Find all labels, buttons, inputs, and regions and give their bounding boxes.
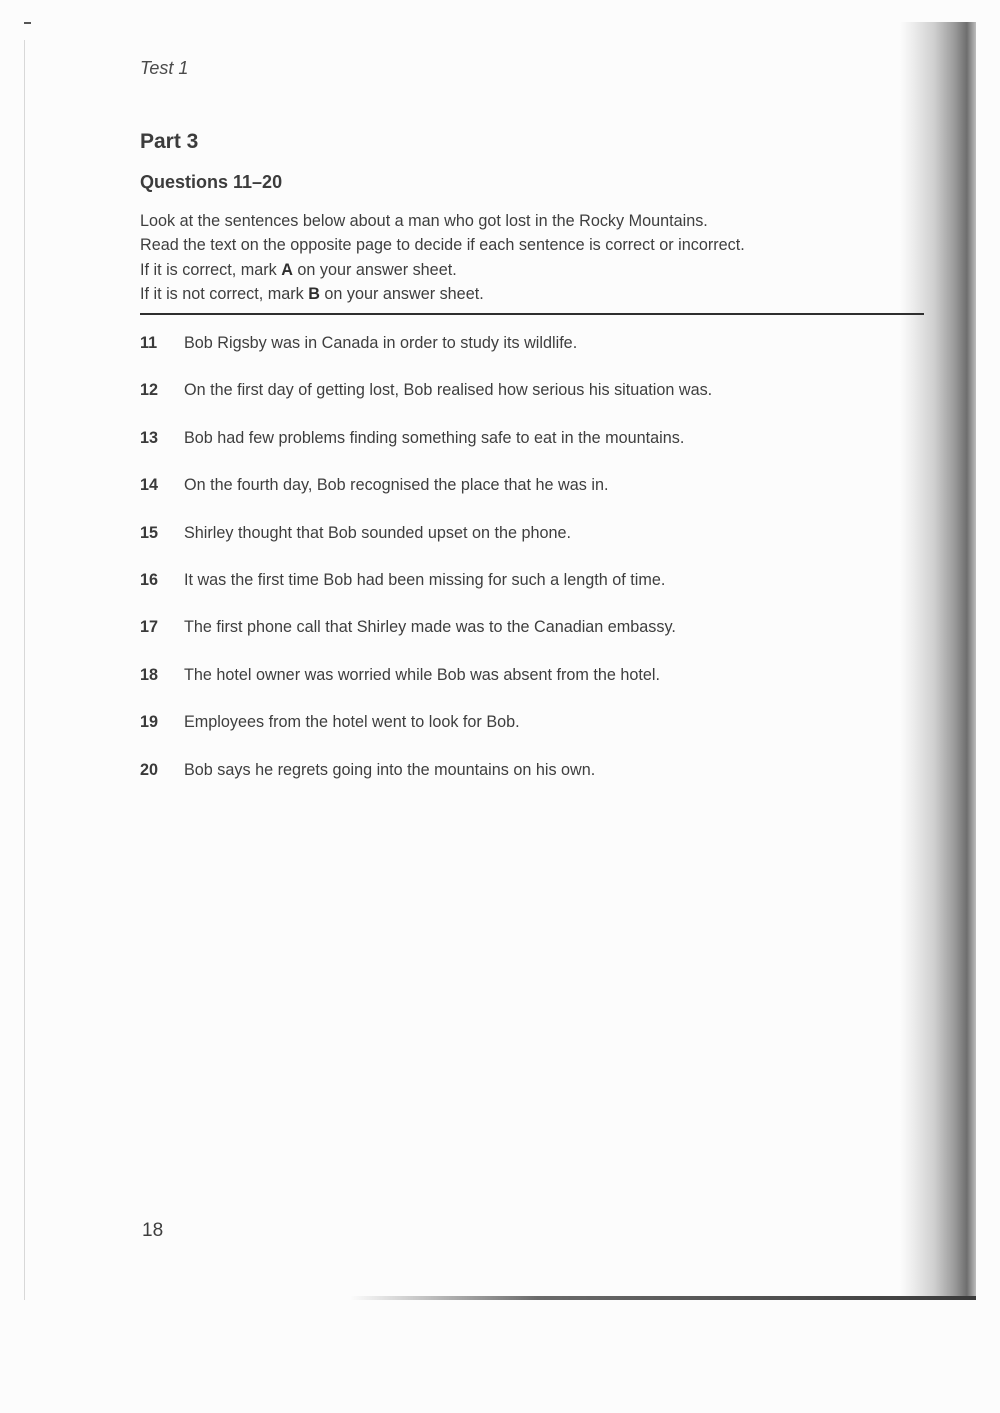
instruction-line: [140, 258, 900, 282]
question-item: [140, 334, 900, 381]
section-divider: [140, 313, 924, 315]
question-item: [140, 666, 900, 713]
question-number: 14: [140, 476, 159, 495]
instruction-line: [140, 282, 900, 306]
question-item: [140, 429, 900, 476]
question-number: 15: [140, 523, 159, 542]
question-text: Bob Rigsby was in Canada in order to study its wildlife.: [184, 334, 578, 352]
instruction-line: Look at the sentences below about a man who got lost in the Rocky Mountains.: [140, 212, 708, 230]
question-text: On the first day of getting lost, Bob realised how serious his situation was.: [184, 381, 713, 400]
question-item: [140, 618, 900, 665]
page-bottom-edge: [350, 1296, 976, 1300]
question-item: [140, 571, 900, 618]
page-number: 18: [142, 1220, 164, 1241]
question-list: [140, 334, 900, 808]
question-number: 11: [140, 334, 158, 352]
answer-letter-b: B: [308, 284, 320, 303]
instruction-text: on your answer sheet.: [319, 284, 484, 303]
question-item: [140, 713, 900, 760]
question-number: 20: [140, 760, 159, 779]
questions-heading: Questions 11–20: [140, 172, 283, 192]
question-number: 17: [140, 618, 159, 637]
question-number: 18: [140, 665, 159, 684]
question-text: On the fourth day, Bob recognised the place that he was in.: [184, 476, 609, 495]
question-text: Bob says he regrets going into the mountains on his own.: [184, 760, 596, 779]
question-text: Employees from the hotel went to look for Bob.: [184, 713, 520, 732]
page-left-edge: [24, 40, 25, 1300]
question-text: It was the first time Bob had been missing for such a length of time.: [184, 570, 666, 589]
question-number: 16: [140, 570, 159, 589]
question-number: 12: [140, 381, 159, 400]
part-title: Part 3: [140, 130, 199, 153]
question-item: [140, 476, 900, 523]
question-text: Bob had few problems finding something safe to eat in the mountains.: [184, 428, 685, 447]
question-text: The first phone call that Shirley made was to the Canadian embassy.: [184, 618, 676, 637]
question-number: 13: [140, 428, 159, 447]
instruction-line: Read the text on the opposite page to decide if each sentence is correct or incorrect.: [140, 236, 745, 255]
question-item: [140, 524, 900, 571]
instruction-text: on your answer sheet.: [292, 260, 457, 279]
binding-shadow: [900, 22, 976, 1300]
question-item: [140, 761, 900, 808]
answer-letter-a: A: [281, 260, 293, 279]
question-text: The hotel owner was worried while Bob was absent from the hotel.: [184, 665, 660, 684]
running-head: Test 1: [140, 58, 189, 78]
question-number: 19: [140, 713, 159, 732]
scan-corner-mark: [24, 22, 31, 24]
instruction-text: If it is not correct, mark: [140, 284, 309, 303]
question-text: Shirley thought that Bob sounded upset on the phone.: [184, 523, 571, 542]
question-item: [140, 381, 900, 428]
instruction-text: If it is correct, mark: [140, 260, 282, 279]
instructions: [140, 209, 900, 306]
